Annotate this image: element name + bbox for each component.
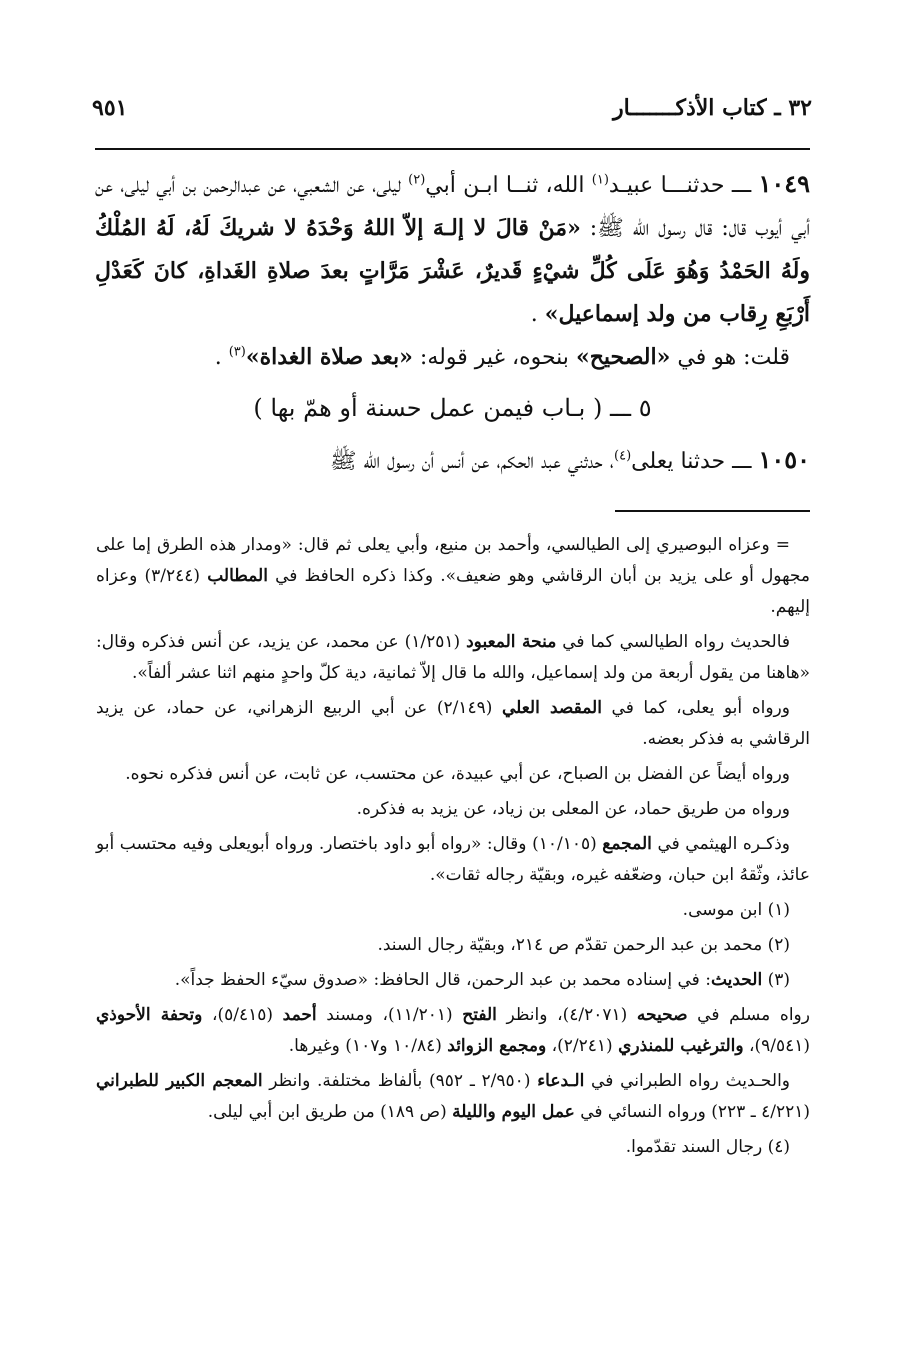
footnote-1: (١) ابن موسى. — [682, 900, 790, 920]
footnotes — [96, 530, 810, 1167]
note-text: رواه مسلم في — [687, 1005, 810, 1025]
footnote-separator — [615, 510, 810, 512]
footnote-ref[interactable]: (٢) — [408, 172, 426, 188]
footnote-4: (٤) رجال السند تقدّموا. — [625, 1137, 790, 1157]
footnote-paragraph: ورواه من طريق حماد، عن المعلى بن زياد، عن يزيد به فذكره. — [356, 799, 790, 819]
footnote-2: (٢) محمد بن عبد الرحمن تقدّم ص ٢١٤، وبقيّة رجال السند. — [377, 935, 790, 955]
note-text: بنحوه، غير قوله: — [412, 345, 576, 370]
hadith-number: ١٠٥٠ — [758, 445, 810, 474]
footnote-continuation — [96, 530, 810, 623]
quoted-phrase: «بعد صلاة الغداة» — [245, 344, 413, 370]
hadith-1050 — [95, 438, 810, 483]
punctuation: . — [530, 302, 545, 327]
note-text: (١/٢٥١) عن محمد، عن يزيد، عن أنس فذكره وقال: «هاهنا من يقول أربعة من ولد إسماعيل، والله ما قال إلاّ ثمانية، دية كلّ واحدٍ منهم اثنا عشر ألفاً». — [96, 632, 810, 683]
book-title: صحيحه — [636, 1005, 688, 1025]
book-title: «الصحيح» — [575, 344, 671, 370]
note-text: = وعزاه البوصيري إلى الطيالسي، وأحمد بن منيع، وأبي يعلى ثم قال: «ومدار هذه الطرق إما على مجهول أو على يزيد بن أبان الرقاشي وهو ضعيف». وكذا ذكره الحافظ في — [96, 535, 810, 586]
book-title: المجمع — [602, 834, 652, 854]
footnote-paragraph — [96, 829, 810, 891]
note-text: (١١/٢٠١)، ومسند — [316, 1005, 463, 1025]
note-text: (٤/٢٠٧١)، وانظر — [496, 1005, 637, 1025]
book-title: المقصد العلي — [501, 698, 602, 718]
main-text — [95, 162, 810, 483]
book-title: الـدعاء — [537, 1071, 585, 1091]
note-text: والحـديث رواه الطبراني في — [584, 1071, 791, 1091]
footnote-paragraph: ورواه أيضاً عن الفضل بن الصباح، عن أبي عبيدة، عن محتسب، عن ثابت، عن أنس فذكره نحوه. — [125, 764, 790, 784]
bold-term: الحديث — [710, 970, 763, 990]
footnote-ref[interactable]: (٤) — [614, 448, 632, 464]
footnote-3 — [96, 965, 810, 996]
isnad-text: ـــ حدثنا يعلى — [631, 449, 752, 474]
isnad-text: ـــ حدثنـــا عبيـد — [608, 173, 752, 198]
page-number: ٩٥١ — [92, 95, 128, 121]
book-title: الفتح — [462, 1005, 497, 1025]
note-text: ورواه أبو يعلى، كما في — [601, 698, 790, 718]
note-text: (٢/٩٥٠ ـ ٩٥٢) بألفاظ مختلفة. وانظر — [262, 1071, 538, 1091]
page-header — [92, 95, 812, 131]
note-text: (٤/٢٢١ ـ ٢٢٣) ورواه النسائي في — [574, 1102, 810, 1122]
isnad-text: ، حدثني عبد الحكم، عن أنس أن رسول الله ﷺ — [329, 449, 614, 474]
note-text: (٣/٢٤٤) وعزاه إليهم. — [96, 566, 810, 617]
book-title: وتحفة الأحوذي — [96, 1005, 203, 1025]
book-title: عمل اليوم والليلة — [452, 1102, 575, 1122]
note-text: (٣) — [762, 970, 790, 990]
book-title: والترغيب للمنذري — [618, 1036, 744, 1056]
note-text: (٢/١٤٩) عن أبي الربيع الزهراني، عن حماد، عن يزيد الرقاشي به فذكر بعضه. — [96, 698, 810, 749]
isnad-text: الله، ثنــا ابـن أبي — [425, 173, 592, 198]
punctuation: . — [214, 345, 229, 370]
book-title: المعجم الكبير للطبراني — [96, 1071, 263, 1091]
book-title: المطالب — [207, 566, 268, 586]
book-title: منحة المعبود — [466, 632, 557, 652]
note-text: وذكـره الهيثمي في — [651, 834, 790, 854]
footnote-3-sources — [96, 1000, 810, 1062]
hadith-1049 — [95, 162, 810, 336]
hadith-number: ١٠٤٩ — [758, 169, 810, 198]
book-title: أحمد — [282, 1005, 317, 1025]
footnote-ref[interactable]: (١) — [591, 172, 609, 188]
note-text: (ص ١٨٩) من طريق ابن أبي ليلى. — [207, 1102, 453, 1122]
footnote-paragraph — [96, 693, 810, 755]
book-title: ومجمع الزوائد — [447, 1036, 547, 1056]
footnote-paragraph — [96, 627, 810, 689]
note-text: (٥/٤١٥)، — [202, 1005, 283, 1025]
author-note — [95, 336, 810, 379]
chapter-heading: ٥ ـــ ( بـاب فيمن عمل حسنة أو همّ بها ) — [253, 394, 652, 422]
header-rule — [95, 148, 810, 150]
note-text: : في إسناده محمد بن عبد الرحمن، قال الحافظ: «صدوق سيّء الحفظ جداً». — [174, 970, 711, 990]
note-text: (١٠/١٠٥) وقال: «رواه أبو داود باختصار. ورواه أبويعلى وفيه محتسب أبو عائذ، وثّقهُ ابن حبان، وضعّفه غيره، وبقيّة رجاله ثقات». — [96, 834, 810, 885]
footnote-ref[interactable]: (٣) — [228, 344, 246, 360]
note-text: فالحديث رواه الطيالسي كما في — [556, 632, 790, 652]
isnad-text: ليلى، عن الشعبي، عن عبدالرحمن بن أبي ليلى، عن أبي أيوب قال: قال رسول الله ﷺ: — [95, 173, 810, 241]
running-title: ٣٢ ـ كتاب الأذكـــــــار — [613, 95, 812, 121]
hadith-matn: «مَنْ قالَ لا إلـهَ إلاّ اللهُ وَحْدَهُ لا شريكَ لَهُ، لَهُ المُلْكُ ولَهُ الحَمْدُ وَهُوَ عَلَى كُلِّ شيْءٍ قَديرٌ، عَشْرَ مَرَّاتٍ بعدَ صلاةِ الغَداةِ، كانَ كَعَدْلِ أَرْبَعِ رِقاب من ولد إسماعيل» — [95, 215, 810, 327]
footnote-3-more — [96, 1066, 810, 1128]
note-text: قلت: هو في — [670, 345, 790, 370]
note-text: (١٠/٨٤ و١٠٧) وغيرها. — [288, 1036, 448, 1056]
note-text: (٩/٥٤١)، — [743, 1036, 810, 1056]
note-text: (٢/٢٤١)، — [546, 1036, 619, 1056]
